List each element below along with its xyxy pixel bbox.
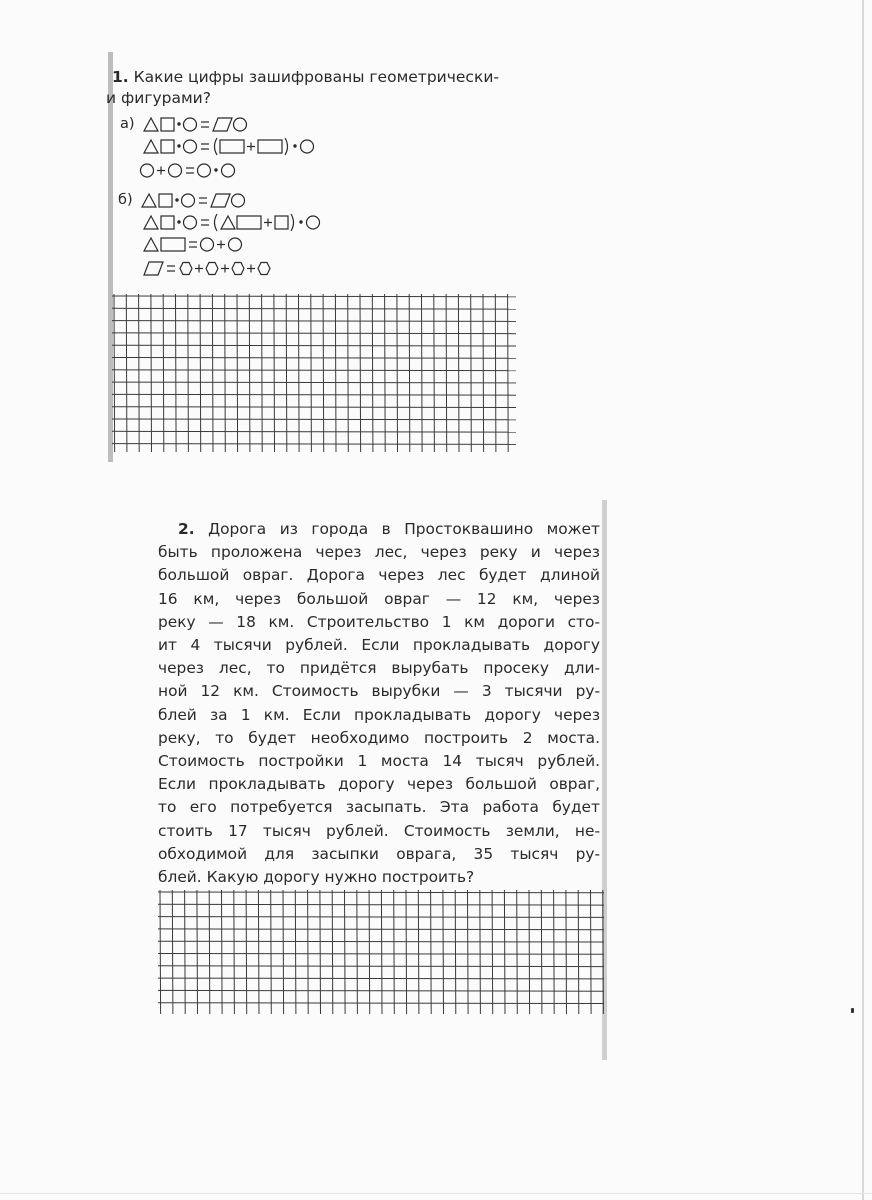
task1-question-line2: и фигурами? — [106, 89, 211, 107]
task1-question-line1 — [112, 68, 499, 86]
task2-line-14: стоить 17 тысяч рублей. Стоимость земли, не- — [158, 821, 600, 840]
task2-line-15: обходимой для засыпки оврага, 35 тысяч ру- — [158, 844, 600, 863]
task2-line-8: ной 12 км. Стоимость вырубки — 3 тысячи ру- — [158, 682, 600, 701]
equation-b2 — [142, 212, 342, 232]
task2-line-16: блей. Какую дорогу нужно построить? — [158, 868, 475, 887]
task2-answer-grid — [158, 890, 604, 1014]
equation-a3-shapes — [138, 160, 268, 180]
task2-line-10: реку, то будет необходимо построить 2 моста. — [158, 728, 600, 747]
equation-b1-shapes — [140, 190, 290, 210]
task2-line-11: Стоимость постройки 1 моста 14 тысяч рублей. — [158, 752, 600, 771]
part-a-label: а) — [120, 116, 135, 132]
part-b-label: б) — [118, 192, 133, 208]
task2-line-7: через лес, то придётся вырубать просеку дли- — [158, 659, 600, 678]
task1-question-text: Какие цифры зашифрованы геометрически- — [133, 68, 499, 86]
task2-number: 2. — [178, 520, 195, 538]
task2-line-3: большой овраг. Дорога через лес будет длиной — [158, 566, 600, 585]
page-edge-bottom — [0, 1193, 872, 1194]
task2-line-13: то его потребуется засыпать. Эта работа будет — [158, 798, 600, 817]
page-mark — [851, 1008, 854, 1013]
equation-a2-shapes — [142, 136, 322, 156]
equation-a1-shapes — [142, 114, 292, 134]
task1-clipping — [108, 52, 520, 462]
equation-b3 — [142, 234, 282, 254]
task2-line-5: реку — 18 км. Строительство 1 км дороги сто- — [158, 612, 600, 631]
task2-text — [158, 518, 600, 889]
equation-b4 — [142, 258, 302, 278]
task2-line-12: Если прокладывать дорогу через большой овраг, — [158, 775, 600, 794]
equation-a3 — [138, 160, 268, 180]
equation-b3-shapes — [142, 234, 282, 254]
page-edge-right — [862, 0, 864, 1200]
grid-lines — [158, 890, 604, 1014]
grid-lines — [112, 294, 516, 452]
task2-line-9: блей за 1 км. Если прокладывать дорогу через — [158, 705, 600, 724]
task2-line-6: ит 4 тысячи рублей. Если прокладывать дорогу — [158, 636, 600, 655]
task1-answer-grid — [112, 294, 516, 452]
task1-number: 1. — [112, 68, 129, 86]
task2-line-2: быть проложена через лес, через реку и через — [158, 543, 600, 562]
task2-line-4: 16 км, через большой овраг — 12 км, через — [158, 589, 600, 608]
equation-b2-shapes — [142, 212, 342, 232]
equation-b1 — [118, 190, 290, 210]
equation-b4-shapes — [142, 258, 302, 278]
task2-line-1: 2. Дорога из города в Простоквашино может — [178, 520, 600, 538]
equation-a1 — [120, 114, 292, 134]
equation-a2 — [142, 136, 322, 156]
